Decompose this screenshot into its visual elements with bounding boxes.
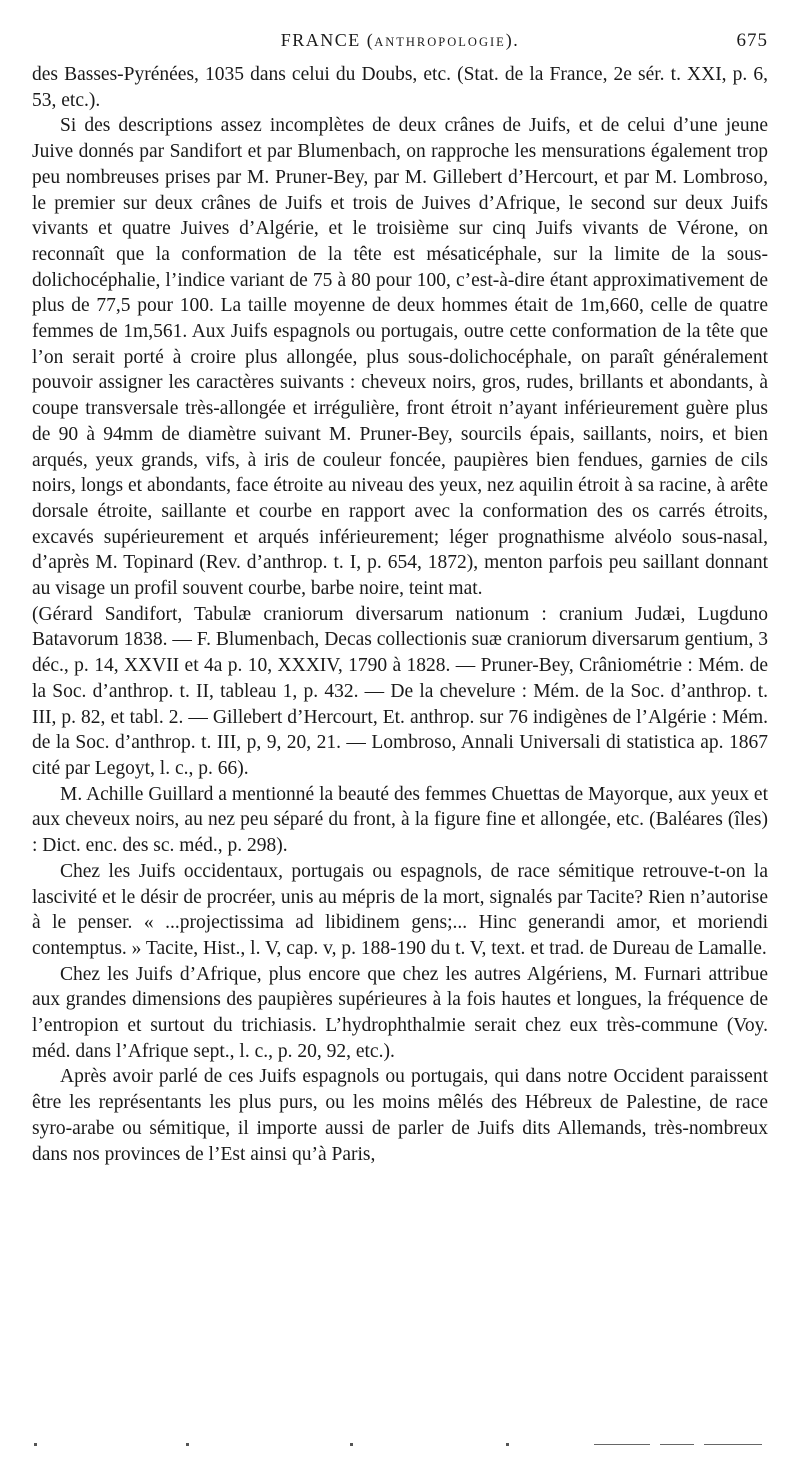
running-title-end: ). <box>505 30 520 50</box>
paragraph-bibliography: (Gérard Sandifort, Tabulæ craniorum diversarum nationum : cranium Judæi, Lugduno Batavorum 1838. — F. Blumenbach, Decas collectionis suæ craniorum diversarum gentium, 3 déc., p. 14, XXVII et 4a p. 10, XXXIV, 1790 à 1828. — Pruner-Bey, Crâniométrie : Mém. de la Soc. d’anthrop. t. II, tableau 1, p. 432. — De la chevelure : Mém. de la Soc. d’anthrop. t. III, p. 82, et tabl. 2. — Gillebert d’Hercourt, Et. anthrop. sur 76 indigènes de l’Algérie : Mém. de la Soc. d’anthrop. t. III, p, 9, 20, 21. — Lombroso, Annali Universali di statistica ap. 1867 cité par Legoyt, l. c., p. 66). <box>32 603 768 779</box>
running-head <box>32 30 768 58</box>
footer-dot <box>350 1443 353 1446</box>
running-title-subject: ANTHROPOLOGIE <box>374 35 506 49</box>
running-title <box>32 30 768 51</box>
running-title-main: FRANCE ( <box>280 30 375 50</box>
body-text <box>32 62 768 1167</box>
footer-dot <box>506 1443 509 1446</box>
paragraph-german-jews: Après avoir parlé de ces Juifs espagnols ou portugais, qui dans notre Occident paraissent être les représentants les plus purs, ou les moins mêlés des Hébreux de Palestine, de race syro-arabe ou sémitique, il importe aussi de parler de Juifs dits Allemands, très-nombreux dans nos provinces de l’Est ainsi qu’à Paris, <box>32 1066 768 1165</box>
footer-dash <box>594 1444 650 1445</box>
footer-dot <box>186 1443 189 1446</box>
page-number: 675 <box>736 30 768 51</box>
paragraph-western-jews: Chez les Juifs occidentaux, portugais ou espagnols, de race sémitique retrouve-t-on la lascivité et le désir de procréer, unis au mépris de la mort, signalés par Tacite? Rien n’autorise à le penser. « ...projectissima ad libidinem gens;... Hinc generandi amor, et moriendi contemptus. » Tacite, Hist., l. V, cap. v, p. 188-190 du t. V, text. et trad. de Dureau de Lamalle. <box>32 860 768 959</box>
paragraph-chuettas: M. Achille Guillard a mentionné la beauté des femmes Chuettas de Mayorque, aux yeux et aux cheveux noirs, au nez peu séparé du front, à la figure fine et allongée, etc. (Baléares (îles) : Dict. enc. des sc. méd., p. 298). <box>32 783 768 857</box>
footer-dot <box>34 1443 37 1446</box>
paragraph-continuation: des Basses-Pyrénées, 1035 dans celui du Doubs, etc. (Stat. de la France, 2e sér. t. XXI, p. 6, 53, etc.). <box>32 64 768 111</box>
footer-dash <box>704 1444 762 1445</box>
footer-dash <box>660 1444 694 1445</box>
paragraph-jewish-crania: Si des descriptions assez incomplètes de deux crânes de Juifs, et de celui d’une jeune Juive donnés par Sandifort et par Blumenbach, on rapproche les mensurations également trop peu nombreuses prises par M. Pruner-Bey, par M. Gillebert d’Hercourt, et par M. Lombroso, le premier sur deux crânes de Juifs et trois de Juives d’Afrique, le second sur deux Juifs vivants et quatre Juives d’Algérie, et le troisième sur cinq Juifs vivants de Vérone, on reconnaît que la conformation de la tête est mésaticéphale, sur la limite de la sous-dolichocéphalie, l’indice variant de 75 à 80 pour 100, c’est-à-dire étant approximativement de plus de 77,5 pour 100. La taille moyenne de deux hommes était de 1m,660, celle de quatre femmes de 1m,561. Aux Juifs espagnols ou portugais, outre cette conformation de la tête que l’on serait porté à croire plus allongée, plus sous-dolichocéphale, on paraît généralement pouvoir assigner les caractères suivants : cheveux noirs, gros, rudes, brillants et abondants, à coupe transversale très-allongée et irrégulière, front étroit n’ayant inférieurement guère plus de 90 à 94mm de diamètre suivant M. Pruner-Bey, sourcils épais, saillants, noirs, et bien arqués, yeux grands, vifs, à iris de couleur foncée, paupières bien fendues, garnies de cils noirs, longs et abondants, face étroite au niveau des yeux, nez aquilin étroit à sa racine, à arête dorsale étroite, saillante et courbe en rapport avec la conformation des os carrés étroits, excavés supérieurement et arqués inférieurement; léger prognathisme alvéolo sous-nasal, d’après M. Topinard (Rev. d’anthrop. t. I, p. 654, 1872), menton parfois peu saillant donnant au visage un profil souvent courbe, barbe noire, teint mat. <box>32 115 768 600</box>
footer-rule <box>32 1441 768 1449</box>
paragraph-african-jews: Chez les Juifs d’Afrique, plus encore que chez les autres Algériens, M. Furnari attribue aux grandes dimensions des paupières supérieures à la fois hautes et longues, la fréquence de l’entropion et surtout du trichiasis. L’hydrophthalmie serait chez eux très-commune (Voy. méd. dans l’Afrique sept., l. c., p. 20, 92, etc.). <box>32 963 768 1062</box>
